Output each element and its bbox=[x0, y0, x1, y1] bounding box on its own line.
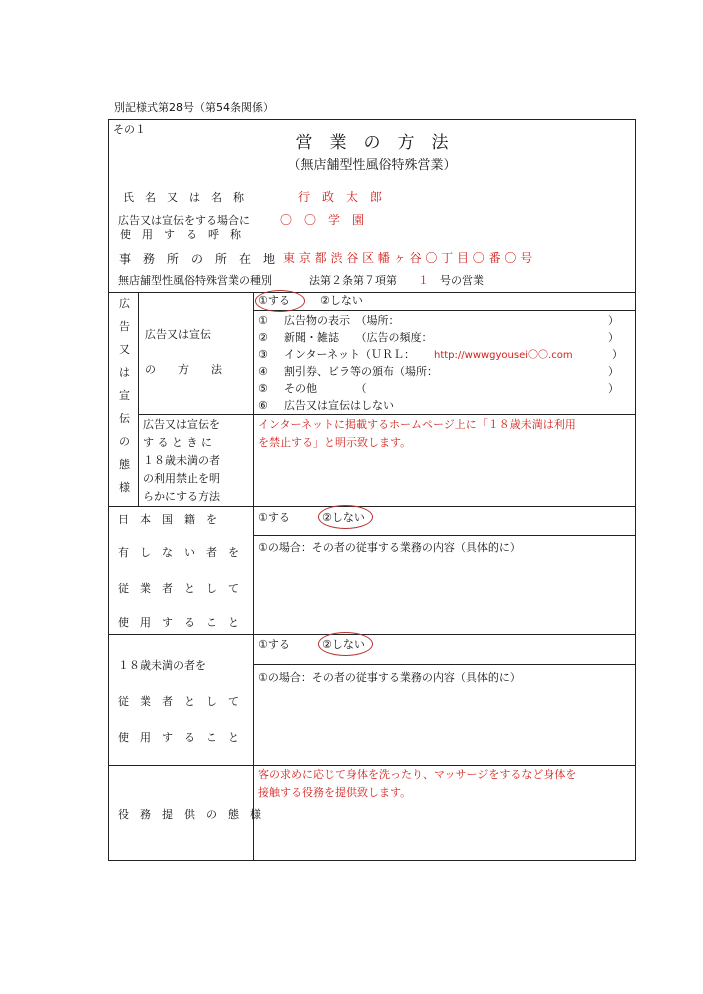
business-type-label: 無店舗型性風俗特殊営業の種別 bbox=[118, 274, 272, 287]
sono-label: その１ bbox=[113, 123, 146, 136]
method-close-3: ） bbox=[612, 348, 623, 361]
divider-main-vert bbox=[253, 292, 254, 861]
under18-label-1: 従 業 者 と し て bbox=[118, 695, 239, 708]
under18-label-0: １８歳未満の者を bbox=[118, 659, 206, 672]
ad-do-option[interactable]: ①する bbox=[258, 294, 290, 307]
ad-vertical-2: 又 bbox=[119, 343, 130, 356]
method-text-2: 新聞・雑誌 （広告の頻度： bbox=[284, 331, 433, 344]
ad-method-label: 広告又は宣伝 bbox=[145, 328, 211, 341]
name-value: 行 政 太 郎 bbox=[298, 190, 383, 204]
under18-label-2: 使 用 す る こ と bbox=[118, 731, 239, 744]
foreign-label-2: 従 業 者 と し て bbox=[118, 582, 239, 595]
ad-vertical-8: 様 bbox=[119, 481, 130, 494]
ad-vertical-0: 広 bbox=[119, 297, 130, 310]
service-value-2: 接触する役務を提供致します。 bbox=[258, 786, 412, 799]
under18-do-option[interactable]: ①する bbox=[258, 638, 290, 651]
business-type-prefix: 法第２条第７項第 bbox=[309, 274, 397, 287]
minors-label-3: の利用禁止を明 bbox=[143, 472, 220, 485]
business-type-suffix: 号の営業 bbox=[440, 274, 484, 287]
ad-dont-option[interactable]: ②しない bbox=[320, 294, 363, 307]
divider-ad-vert1 bbox=[138, 292, 139, 506]
divider-foreign-yesno bbox=[253, 535, 636, 536]
divider-service-top bbox=[108, 765, 636, 766]
divider-foreign-top bbox=[108, 506, 636, 507]
method-text-3: インターネット（ＵＲＬ： bbox=[284, 348, 416, 361]
ad-vertical-3: は bbox=[119, 366, 130, 379]
business-type-number: １ bbox=[418, 274, 429, 287]
ad-vertical-4: 宣 bbox=[119, 389, 130, 402]
callname-label-2: 使 用 す る 呼 称 bbox=[120, 228, 241, 241]
method-num-1: ① bbox=[258, 314, 268, 327]
minors-label-2: １８歳未満の者 bbox=[143, 454, 220, 467]
under18-detail: ①の場合：その者の従事する業務の内容（具体的に） bbox=[258, 671, 521, 684]
frame-right bbox=[635, 119, 636, 861]
foreign-label-1: 有 し な い 者 を bbox=[118, 546, 239, 559]
divider-ad-top bbox=[108, 292, 636, 293]
foreign-label-0: 日 本 国 籍 を bbox=[118, 513, 217, 526]
method-text-5: その他 （ bbox=[284, 382, 367, 395]
service-value: 客の求めに応じて身体を洗ったり、マッサージをするなど身体を bbox=[258, 768, 577, 781]
method-text-1: 広告物の表示 （場所： bbox=[284, 314, 400, 327]
divider-ad-methods bbox=[138, 414, 636, 415]
under18-dont-option[interactable]: ②しない bbox=[322, 638, 365, 651]
divider-ad-yesno bbox=[253, 310, 636, 311]
service-label: 役 務 提 供 の 態 様 bbox=[118, 808, 261, 821]
page-subtitle: （無店舗型性風俗特殊営業） bbox=[287, 158, 457, 173]
page-title: 営 業 の 方 法 bbox=[295, 133, 449, 153]
office-value: 東 京 都 渋 谷 区 幡 ヶ 谷 〇 丁 目 〇 番 〇 号 bbox=[283, 251, 533, 265]
frame-left bbox=[108, 119, 109, 861]
method-close-1: ） bbox=[608, 314, 619, 327]
minors-label-0: 広告又は宣伝を bbox=[143, 418, 220, 431]
method-num-5: ⑤ bbox=[258, 382, 268, 395]
name-label: 氏 名 又 は 名 称 bbox=[123, 191, 244, 204]
callname-value: 〇 〇 学 園 bbox=[280, 213, 365, 227]
selected-circle-foreign bbox=[318, 505, 373, 529]
minors-label-4: らかにする方法 bbox=[143, 490, 220, 503]
selected-circle-ad bbox=[255, 290, 305, 312]
ad-vertical-6: の bbox=[119, 435, 130, 448]
ad-vertical-5: 伝 bbox=[119, 412, 130, 425]
method-num-2: ② bbox=[258, 331, 268, 344]
frame-bottom bbox=[108, 860, 636, 861]
method-close-4: ） bbox=[608, 365, 619, 378]
method-num-3: ③ bbox=[258, 348, 268, 361]
foreign-dont-option[interactable]: ②しない bbox=[322, 511, 365, 524]
method-url-3: http://wwwgyousei〇〇.com bbox=[434, 350, 573, 361]
method-close-5: ） bbox=[608, 382, 619, 395]
office-label: 事 務 所 の 所 在 地 bbox=[119, 252, 276, 266]
form-number: 別記様式第28号（第54条関係） bbox=[114, 101, 274, 114]
method-num-6: ⑥ bbox=[258, 399, 268, 412]
minors-value: インターネットに掲載するホームページ上に「１８歳未満は利用 bbox=[258, 418, 576, 431]
method-text-6: 広告又は宣伝はしない bbox=[284, 399, 394, 412]
ad-method-label-2: の 方 法 bbox=[145, 363, 222, 376]
ad-vertical-7: 態 bbox=[119, 458, 130, 471]
foreign-detail: ①の場合：その者の従事する業務の内容（具体的に） bbox=[258, 541, 521, 554]
selected-circle-under18 bbox=[318, 632, 373, 656]
method-num-4: ④ bbox=[258, 365, 268, 378]
method-close-2: ） bbox=[608, 331, 619, 344]
foreign-do-option[interactable]: ①する bbox=[258, 511, 290, 524]
minors-label-1: す る と き に bbox=[143, 436, 212, 449]
frame-top bbox=[108, 119, 636, 120]
callname-label: 広告又は宣伝をする場合に bbox=[118, 214, 250, 227]
foreign-label-3: 使 用 す る こ と bbox=[118, 616, 239, 629]
method-text-4: 割引券、ビラ等の頒布（場所： bbox=[284, 365, 438, 378]
divider-under18-yesno bbox=[253, 664, 636, 665]
minors-value-2: を禁止する」と明示致します。 bbox=[258, 436, 412, 449]
ad-vertical-1: 告 bbox=[119, 320, 130, 333]
divider-under18-top bbox=[108, 634, 636, 635]
